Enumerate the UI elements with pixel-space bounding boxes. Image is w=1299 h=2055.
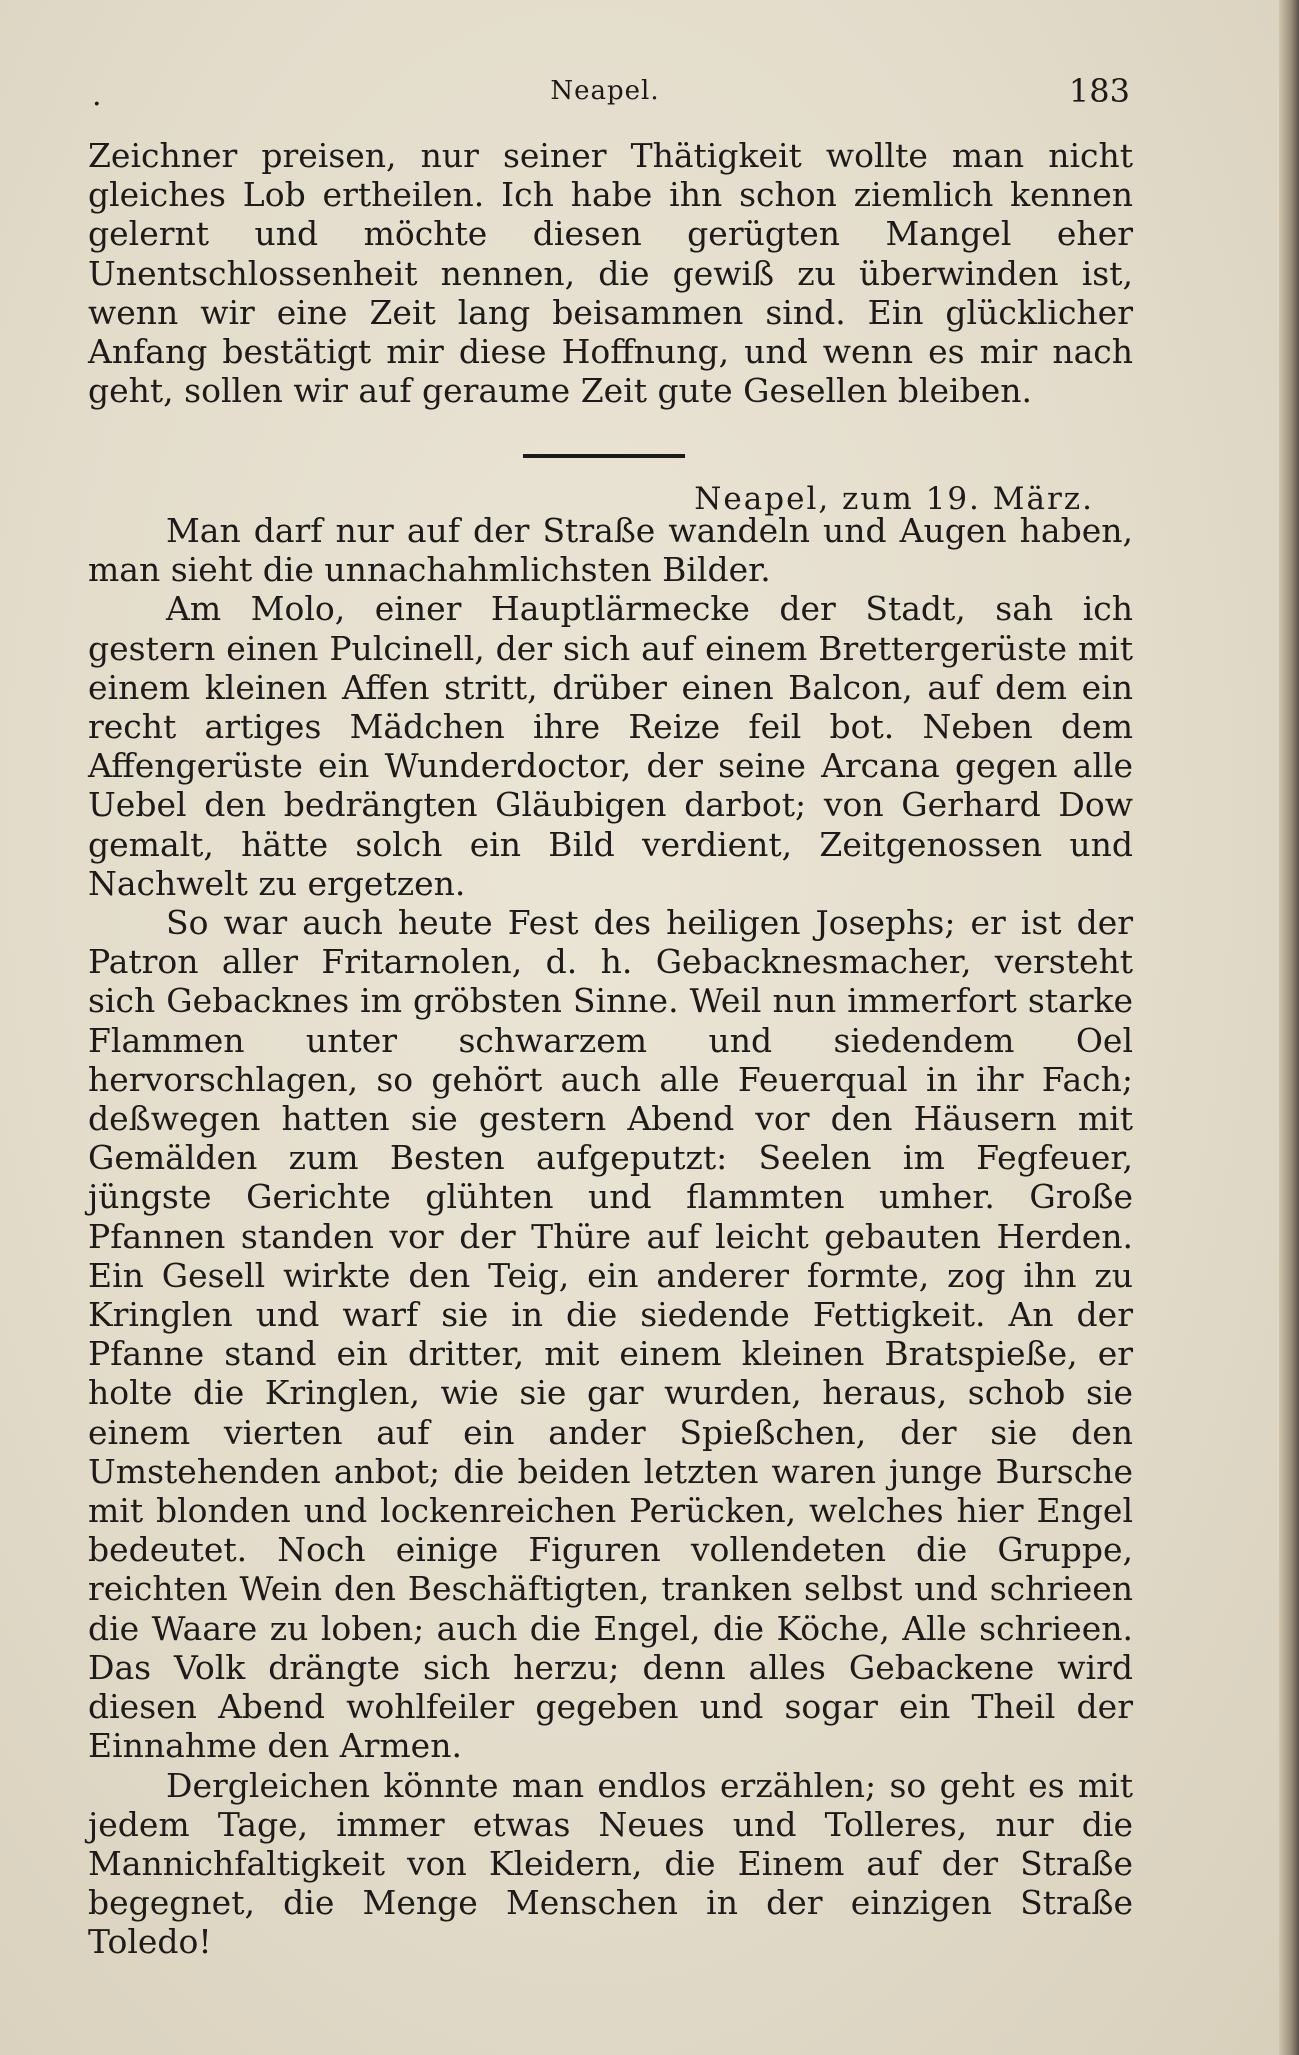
continuation-text bbox=[88, 136, 1133, 410]
paragraph: Dergleichen könnte man endlos erzählen; so geht es mit jedem Tage, immer etwas Neues und Tolleres, nur die Mannichfaltigkeit von Kleidern, die Einem auf der Straße begegnet, die Menge Menschen in der einzigen Straße Toledo! bbox=[88, 1765, 1133, 1962]
paragraph: Am Molo, einer Hauptlärmecke der Stadt, sah ich gestern einen Pulcinell, der sich auf einem Brettergerüste mit einem kleinen Affen stritt, drüber einen Balcon, auf dem ein recht artiges Mädchen ihre Reize feil bot. Neben dem Affengerüste ein Wunderdoctor, der seine Arcana gegen alle Uebel den bedrängten Gläubigen darbot; von Gerhard Dow gemalt, hätte solch ein Bild verdient, Zeitgenossen und Nachwelt zu ergetzen. bbox=[88, 589, 1133, 903]
section-separator bbox=[523, 454, 685, 458]
paragraph: Zeichner preisen, nur seiner Thätigkeit wollte man nicht gleiches Lob ertheilen. Ich habe ihn schon ziemlich kennen gelernt und möchte diesen gerügten Mangel eher Unentschlossenheit nennen, die gewiß zu überwinden ist, wenn wir eine Zeit lang beisammen sind. Ein glücklicher Anfang bestätigt mir diese Hoffnung, und wenn es mir nach geht, sollen wir auf geraume Zeit gute Gesellen bleiben. bbox=[88, 136, 1133, 411]
page-number: 183 bbox=[1068, 72, 1130, 110]
dateline: Neapel, zum 19. März. bbox=[694, 481, 1094, 517]
page-edge bbox=[1279, 0, 1299, 2055]
entry-text bbox=[88, 511, 1133, 1962]
paragraph: Man darf nur auf der Straße wandeln und Augen haben, man sieht die unnachahmlichsten Bilder. bbox=[88, 511, 1133, 590]
running-title: Neapel. bbox=[550, 76, 660, 106]
page-header bbox=[80, 68, 1130, 118]
paragraph: So war auch heute Fest des heiligen Josephs; er ist der Patron aller Fritarnolen, d. h. Gebacknesmacher, versteht sich Gebacknes im gröbsten Sinne. Weil nun immerfort starke Flammen unter schwarzem und siedendem Oel hervorschlagen, so gehört auch alle Feuerqual in ihr Fach; deßwegen hatten sie gestern Abend vor den Häusern mit Gemälden zum Besten aufgeputzt: Seelen im Fegfeuer, jüngste Gerichte glühten und flammten umher. Große Pfannen standen vor der Thüre auf leicht gebauten Herden. Ein Gesell wirkte den Teig, ein anderer formte, zog ihn zu Kringlen und warf sie in die siedende Fettigkeit. An der Pfanne stand ein dritter, mit einem kleinen Bratspieße, er holte die Kringlen, wie sie gar wurden, heraus, schob sie einem vierten auf ein ander Spießchen, der sie den Umstehenden anbot; die beiden letzten waren junge Bursche mit blonden und lockenreichen Perücken, welches hier Engel bedeutet. Noch einige Figuren vollendeten die Gruppe, reichten Wein den Beschäftigten, tranken selbst und schrieen die Waare zu loben; auch die Engel, die Köche, Alle schrieen. Das Volk drängte sich herzu; denn alles Gebackene wird diesen Abend wohlfeiler gegeben und sogar ein Theil der Einnahme den Armen. bbox=[88, 903, 1133, 1766]
header-marker: . bbox=[92, 78, 102, 113]
